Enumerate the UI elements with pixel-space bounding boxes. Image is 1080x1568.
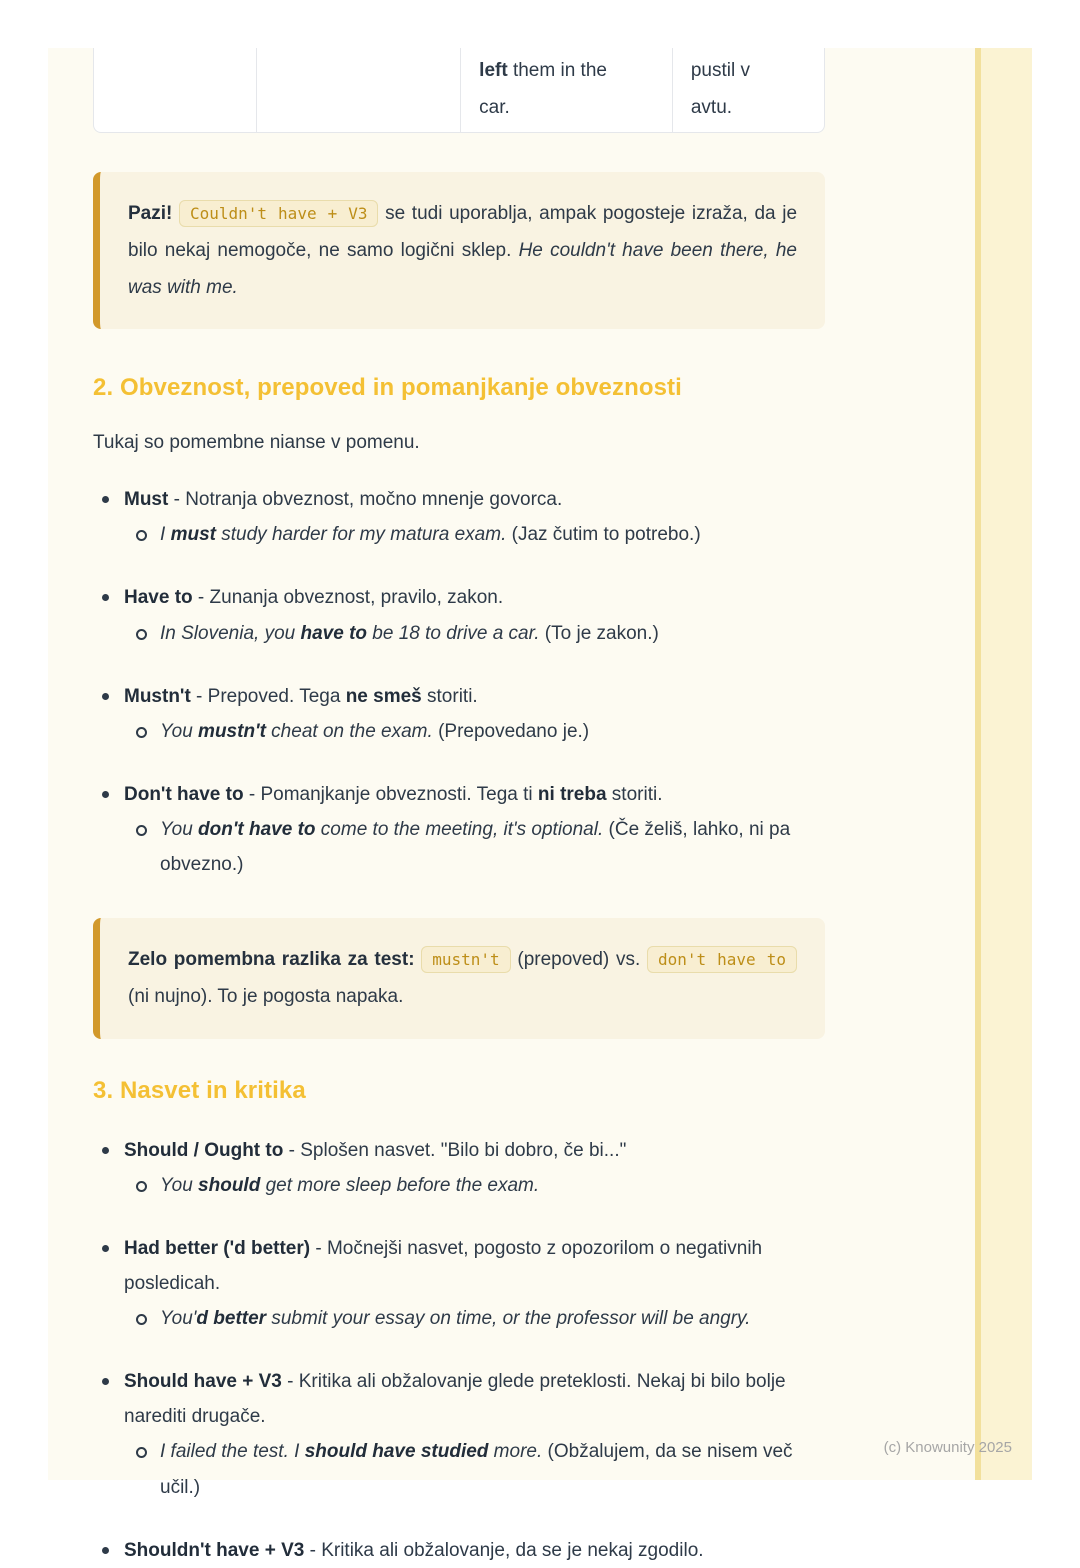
callout-example: He couldn't have been there, he was with me. bbox=[128, 240, 797, 299]
example-text: You bbox=[160, 720, 199, 742]
table-cell bbox=[461, 48, 673, 132]
modal-description: - Pomanjkanje obveznosti. Tega ti bbox=[243, 783, 538, 805]
code-chip: don't have to bbox=[647, 946, 797, 973]
example-translation: (Jaz čutim to potrebo.) bbox=[506, 524, 701, 546]
table-cell-bold-text: left bbox=[479, 60, 508, 81]
example-list bbox=[124, 616, 825, 651]
table-fragment bbox=[93, 48, 825, 133]
example-text: come to the meeting, it's optional. bbox=[315, 819, 604, 841]
callout-text: se tudi uporablja, ampak pogosteje izraža, da je bilo nekaj nemogoče, ne samo logični sklep. bbox=[128, 203, 798, 262]
example-text: study harder for my matura exam. bbox=[215, 524, 507, 546]
callout-label: Pazi! bbox=[128, 203, 173, 224]
example-translation: (Če želiš, lahko, ni pa obvezno.) bbox=[160, 819, 791, 876]
example-item bbox=[124, 616, 825, 651]
list-item bbox=[93, 1133, 825, 1203]
list-item bbox=[93, 1231, 825, 1336]
callout-label: Zelo pomembna razlika za test: bbox=[128, 949, 415, 971]
example-text: In Slovenia, you bbox=[160, 622, 301, 644]
modal-term: Have to bbox=[124, 587, 193, 609]
example-bold: mustn't bbox=[198, 720, 266, 742]
example-bold: d better bbox=[196, 1308, 267, 1330]
example-item bbox=[124, 517, 825, 552]
callout-text: (prepoved) vs. bbox=[517, 949, 647, 971]
list-item bbox=[93, 482, 825, 552]
example-text: I failed the test. I bbox=[160, 1441, 305, 1463]
table-cell bbox=[94, 48, 257, 132]
example-text: submit your essay on time, or the professor will be angry. bbox=[266, 1308, 751, 1330]
modal-description: storiti. bbox=[421, 685, 478, 707]
modal-term: Must bbox=[124, 489, 169, 511]
modal-description: storiti. bbox=[606, 783, 663, 805]
modal-term: Should / Ought to bbox=[124, 1139, 284, 1161]
example-list bbox=[124, 1434, 825, 1504]
code-chip: Couldn't have + V3 bbox=[179, 200, 378, 227]
list-item bbox=[93, 679, 825, 749]
modal-term: Mustn't bbox=[124, 685, 191, 707]
example-translation: (Obžalujem, da se nisem več učil.) bbox=[160, 1441, 793, 1498]
modal-term: Shouldn't have + V3 bbox=[124, 1539, 305, 1561]
example-text: You bbox=[160, 819, 199, 841]
example-text: more. bbox=[488, 1441, 543, 1463]
example-text: get more sleep before the exam. bbox=[260, 1174, 540, 1196]
modal-description: - Zunanja obveznost, pravilo, zakon. bbox=[192, 587, 504, 609]
modal-term: Had better ('d better) bbox=[124, 1237, 311, 1259]
document-page bbox=[48, 48, 1032, 1561]
modal-description-bold: ni treba bbox=[537, 783, 607, 805]
example-list bbox=[124, 714, 825, 749]
section-heading-nasvet: 3. Nasvet in kritika bbox=[93, 1076, 306, 1104]
example-item bbox=[124, 812, 825, 882]
example-item bbox=[124, 1168, 825, 1203]
modal-term: Should have + V3 bbox=[124, 1371, 282, 1393]
modal-description-bold: ne smeš bbox=[345, 685, 422, 707]
example-list bbox=[124, 812, 825, 882]
modal-description: - Notranja obveznost, močno mnenje govorca. bbox=[168, 489, 563, 511]
example-text: You' bbox=[160, 1308, 197, 1330]
table-cell-text: pustil v bbox=[690, 60, 750, 81]
modal-description: - Močnejši nasvet, pogosto z opozorilom o negativnih posledicah. bbox=[124, 1237, 763, 1294]
example-text: I bbox=[160, 524, 171, 546]
page-content bbox=[93, 48, 825, 1568]
example-bold: have to bbox=[300, 622, 368, 644]
modal-description: - Prepoved. Tega bbox=[190, 685, 346, 707]
list-item bbox=[93, 777, 825, 882]
example-item bbox=[124, 1434, 825, 1504]
test-tip-callout bbox=[93, 918, 825, 1038]
modal-description: - Kritika ali obžalovanje, da se je nekaj zgodilo. bbox=[304, 1539, 704, 1561]
right-highlight-stripe bbox=[975, 48, 1032, 1480]
table-cell bbox=[257, 48, 461, 132]
example-translation: (To je zakon.) bbox=[539, 622, 659, 644]
code-chip: mustn't bbox=[421, 946, 510, 973]
example-text: cheat on the exam. bbox=[265, 720, 433, 742]
example-item bbox=[124, 714, 825, 749]
example-item bbox=[124, 1301, 825, 1336]
example-list bbox=[124, 1168, 825, 1203]
warning-callout bbox=[93, 172, 825, 329]
list-item bbox=[93, 1533, 825, 1568]
example-bold: must bbox=[170, 524, 216, 546]
example-list bbox=[124, 517, 825, 552]
modal-list-obveznost bbox=[93, 482, 825, 882]
table-cell bbox=[673, 48, 824, 132]
table-cell-text: car. bbox=[479, 97, 510, 118]
list-item bbox=[93, 580, 825, 650]
example-bold: should have studied bbox=[304, 1441, 489, 1463]
example-bold: should bbox=[198, 1174, 261, 1196]
example-bold: don't have to bbox=[198, 819, 316, 841]
section-heading-obveznost: 2. Obveznost, prepoved in pomanjkanje obveznosti bbox=[93, 374, 682, 402]
modal-list-nasvet bbox=[93, 1133, 825, 1568]
table-cell-text: avtu. bbox=[690, 97, 733, 118]
modal-term: Don't have to bbox=[124, 783, 244, 805]
modal-description: - Kritika ali obžalovanje glede preteklosti. Nekaj bi bilo bolje narediti drugače. bbox=[124, 1371, 786, 1428]
example-text: be 18 to drive a car. bbox=[367, 622, 540, 644]
callout-text: (ni nujno). To je pogosta napaka. bbox=[128, 986, 404, 1008]
example-text: You bbox=[160, 1174, 199, 1196]
section-intro: Tukaj so pomembne nianse v pomenu. bbox=[93, 432, 420, 454]
example-list bbox=[124, 1301, 825, 1336]
watermark: (c) Knowunity 2025 bbox=[883, 1439, 1012, 1456]
modal-description: - Splošen nasvet. "Bilo bi dobro, če bi..." bbox=[283, 1139, 627, 1161]
example-translation: (Prepovedano je.) bbox=[432, 720, 590, 742]
list-item bbox=[93, 1364, 825, 1505]
table-cell-text: them in the bbox=[507, 60, 607, 81]
